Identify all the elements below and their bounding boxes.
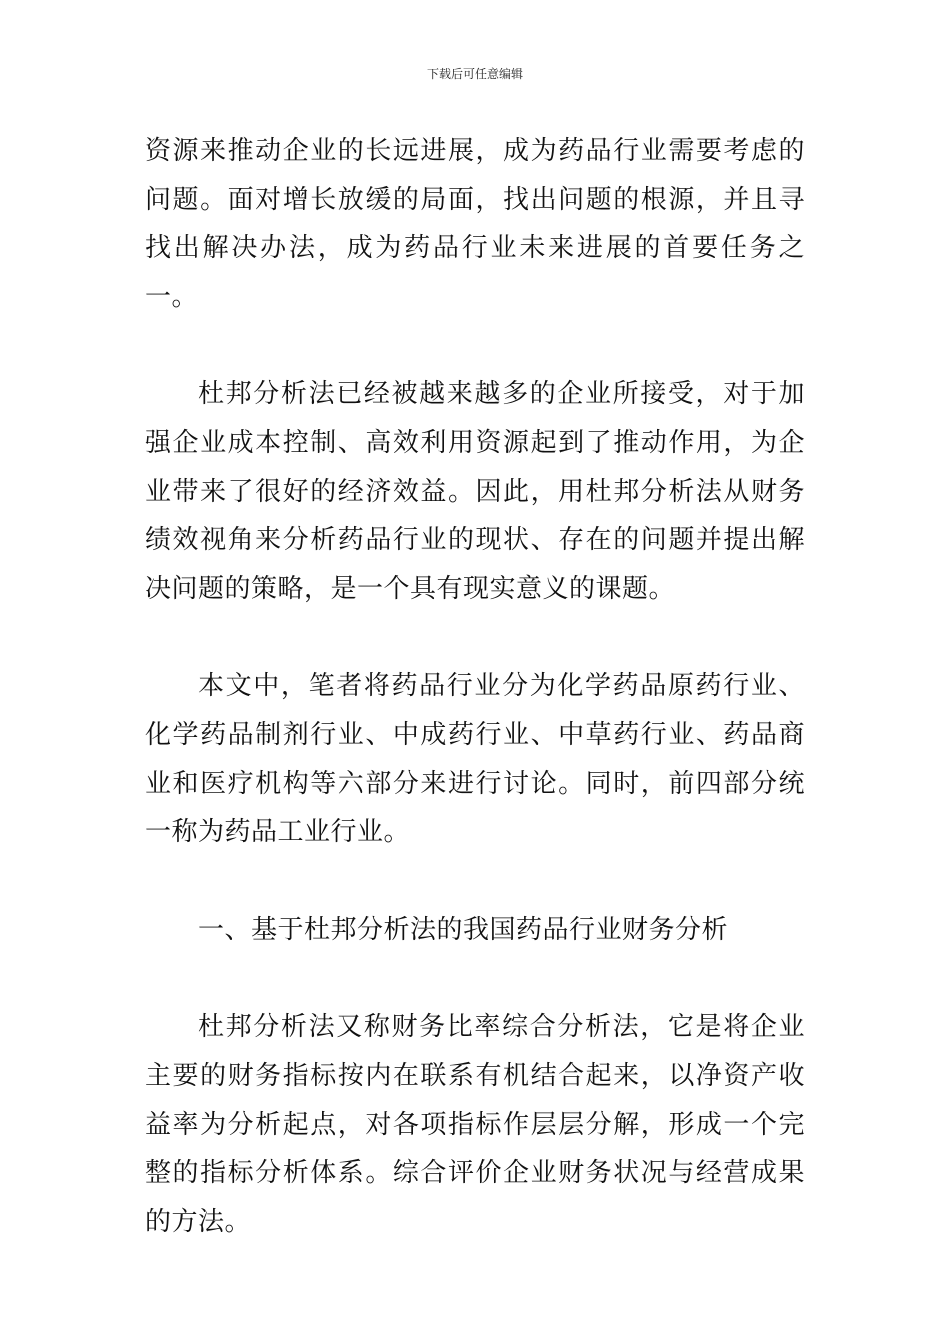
paragraph-dupont-acceptance: 杜邦分析法已经被越来越多的企业所接受，对于加强企业成本控制、高效利用资源起到了推动作用，为企业带来了很好的经济效益。因此，用杜邦分析法从财务绩效视角来分析药品行业的现状、存在的问题并提出解决问题的策略，是一个具有现实意义的课题。 [145,379,805,604]
page-header: 下载后可任意编辑 [426,67,523,81]
document-body [145,127,805,1246]
section-heading: 一、基于杜邦分析法的我国药品行业财务分析 [198,914,729,945]
paragraph-continued: 资源来推动企业的长远进展，成为药品行业需要考虑的问题。面对增长放缓的局面，找出问题的根源，并且寻找出解决办法，成为药品行业未来进展的首要任务之一。 [145,136,805,312]
paragraph-industry-division: 本文中，笔者将药品行业分为化学药品原药行业、化学药品制剂行业、中成药行业、中草药行业、药品商业和医疗机构等六部分来进行讨论。同时，前四部分统一称为药品工业行业。 [145,671,805,848]
paragraph-dupont-definition: 杜邦分析法又称财务比率综合分析法，它是将企业主要的财务指标按内在联系有机结合起来，以净资产收益率为分析起点，对各项指标作层层分解，形成一个完整的指标分析体系。综合评价企业财务状况与经营成果的方法。 [145,1012,805,1237]
